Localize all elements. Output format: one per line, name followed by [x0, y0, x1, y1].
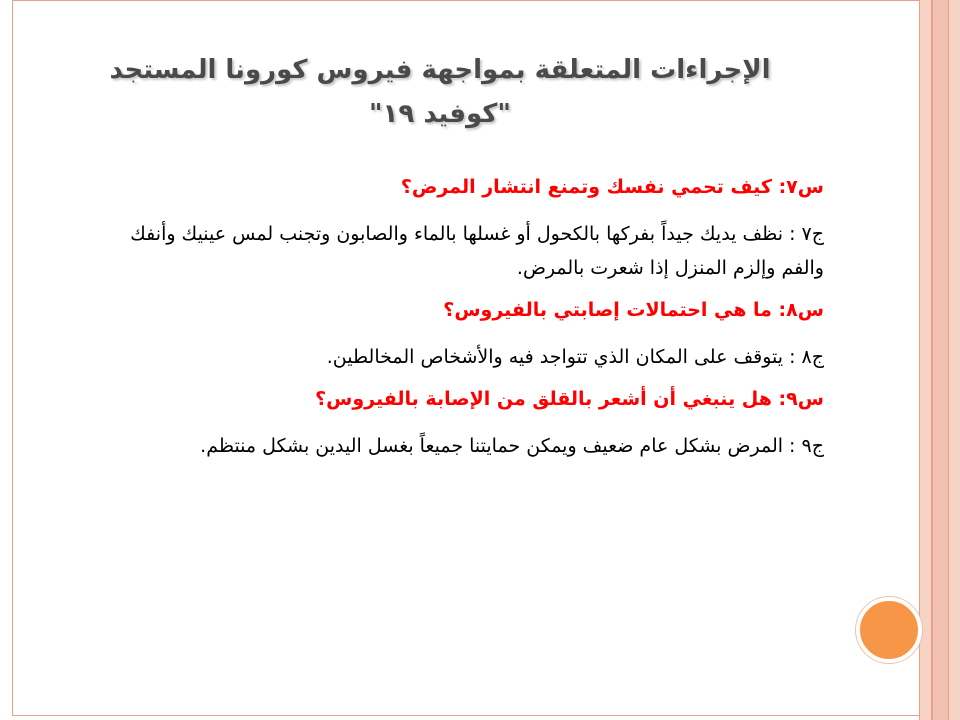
decorative-bar: [919, 0, 932, 720]
question-8: س٨: ما هي احتمالات إصابتي بالفيروس؟: [443, 299, 824, 321]
qa-list: [96, 172, 824, 473]
question-9: س٩: هل ينبغي أن أشعر بالقلق من الإصابة بالفيروس؟: [315, 388, 824, 410]
answer-9: ج٩ : المرض بشكل عام ضعيف ويمكن حمايتنا جميعاً بغسل اليدين بشكل منتظم.: [200, 435, 824, 457]
slide-title: الإجراءات المتعلقة بمواجهة فيروس كورونا المستجد "كوفيد ١٩": [109, 55, 771, 129]
answer-7: ج٧ : نظف يديك جيداً بفركها بالكحول أو غسلها بالماء والصابون وتجنب لمس عينيك وأنفك والفم وإلزم المنزل إذا شعرت بالمرض.: [130, 223, 824, 279]
decorative-circle: [856, 597, 922, 663]
question-7: س٧: كيف تحمي نفسك وتمنع انتشار المرض؟: [400, 176, 824, 198]
decorative-bar: [948, 0, 960, 720]
answer-8: ج٨ : يتوقف على المكان الذي تتواجد فيه والأشخاص المخالطين.: [326, 346, 824, 368]
